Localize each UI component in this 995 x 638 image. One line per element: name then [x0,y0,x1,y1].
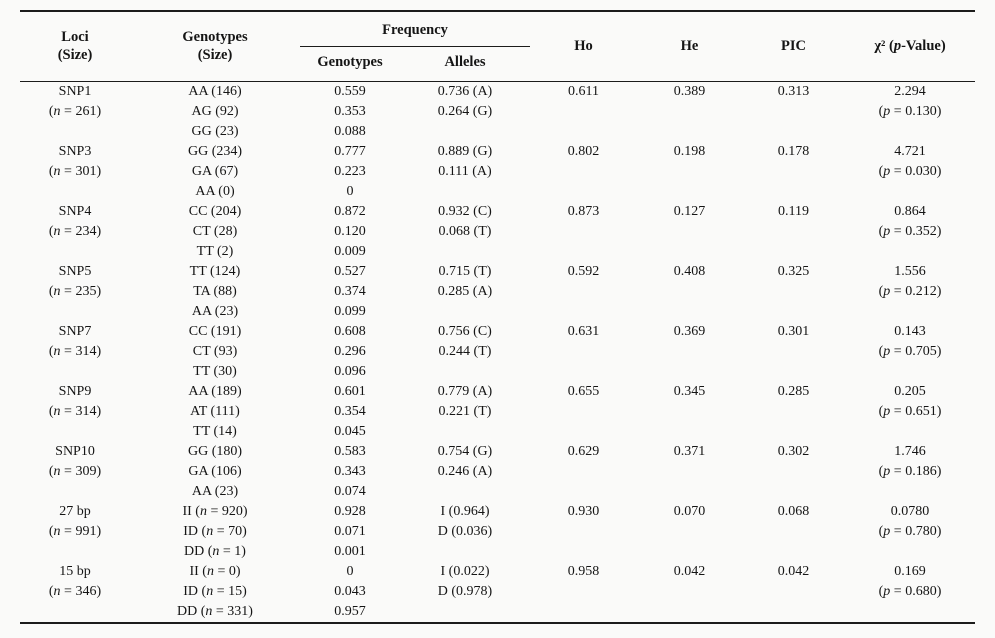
chi-square-cell [845,542,975,562]
ho-cell [530,402,637,422]
he-cell: 0.408 [673,264,706,279]
ho-cell [530,242,637,262]
header-pic: PIC [781,37,806,54]
genotype-frequency-cell: 0.353 [334,104,366,119]
genotype-frequency-cell: 0.527 [334,264,366,279]
pic-cell [742,182,845,202]
ho-cell: 0.655 [567,384,600,399]
table-row [20,342,975,362]
table-row [20,602,975,623]
genotype-frequency-cell: 0.009 [334,244,366,259]
table-row [20,402,975,422]
ho-cell [530,222,637,242]
genotype-cell: CC (204) [188,204,242,219]
header-frequency-group: Frequency [300,11,530,47]
genotype-frequency-cell: 0 [346,184,354,199]
genotype-frequency-cell: 0.296 [334,344,366,359]
pic-cell [742,602,845,623]
pic-cell [742,282,845,302]
locus-cell: (n = 309) [48,464,102,479]
genotype-frequency-cell: 0.583 [334,444,366,459]
header-frequency-genotypes: Genotypes [317,53,383,70]
he-cell [637,182,742,202]
genotype-cell: DD (n = 331) [177,604,253,619]
chi-square-cell [845,122,975,142]
locus-cell: SNP1 [58,84,92,99]
table-row [20,102,975,122]
ho-cell [530,302,637,322]
header-genotypes [130,11,300,82]
ho-cell [530,342,637,362]
chi-square-cell [845,182,975,202]
genotype-cell: GG (23) [191,124,239,139]
locus-cell: SNP5 [58,264,92,279]
locus-cell: (n = 991) [48,524,102,539]
chi-square-cell: 2.294 [894,84,926,99]
he-cell: 0.369 [673,324,706,339]
genotype-cell: CC (191) [188,324,242,339]
genotype-frequency-cell: 0 [346,564,354,579]
he-cell [637,522,742,542]
genotype-frequency-cell: 0.354 [334,404,366,419]
header-loci [20,11,130,82]
genotype-cell: II (n = 0) [189,564,241,579]
he-cell [637,302,742,322]
locus-cell: (n = 261) [48,104,102,119]
table-row [20,442,975,462]
chi-square-cell: 0.169 [894,564,926,579]
locus-cell [20,482,130,502]
table-row [20,82,975,103]
locus-cell: SNP10 [55,444,95,459]
allele-frequency-cell: 0.889 (G) [437,144,493,159]
allele-frequency-cell: 0.285 (A) [437,284,493,299]
chi-square-cell: (p = 0.780) [878,524,942,539]
chi-square-cell: 1.556 [894,264,926,279]
table-row [20,262,975,282]
pic-cell [742,162,845,182]
table-row [20,222,975,242]
allele-frequency-cell [400,602,530,623]
genotype-frequency-cell: 0.045 [334,424,366,439]
genotype-cell: GG (180) [187,444,243,459]
pic-cell [742,222,845,242]
locus-cell: (n = 314) [48,404,102,419]
table-row [20,122,975,142]
genotype-frequency-cell: 0.608 [334,324,366,339]
he-cell [637,602,742,623]
header-genotypes-line1: Genotypes [182,29,248,46]
chi-square-cell: (p = 0.680) [878,584,942,599]
chi-square-cell [845,242,975,262]
table-row [20,142,975,162]
genotype-frequency-cell: 0.223 [334,164,366,179]
allele-frequency-cell: 0.246 (A) [437,464,493,479]
locus-cell [20,122,130,142]
genotype-frequency-cell: 0.559 [334,84,366,99]
genotype-cell: TT (14) [193,424,237,439]
he-cell [637,342,742,362]
ho-cell [530,122,637,142]
allele-frequency-cell [400,542,530,562]
locus-cell: 15 bp [59,564,91,579]
allele-frequency-cell [400,302,530,322]
he-cell [637,462,742,482]
header-he: He [680,37,699,54]
chi-square-cell: 0.864 [894,204,926,219]
he-cell: 0.127 [673,204,706,219]
he-cell [637,482,742,502]
table-row [20,482,975,502]
he-cell [637,402,742,422]
table-row [20,302,975,322]
chi-square-cell: (p = 0.130) [878,104,942,119]
pic-cell [742,582,845,602]
ho-cell [530,182,637,202]
genotype-cell: ID (n = 70) [183,524,247,539]
chi-square-cell [845,362,975,382]
allele-frequency-cell: 0.264 (G) [437,104,493,119]
locus-cell: (n = 346) [48,584,102,599]
table-row [20,182,975,202]
genotype-cell: ID (n = 15) [183,584,247,599]
pic-cell: 0.119 [778,204,809,219]
chi-square-cell: (p = 0.212) [878,284,942,299]
locus-cell: SNP9 [58,384,92,399]
genotype-frequency-cell: 0.096 [334,364,366,379]
pic-cell: 0.285 [777,384,810,399]
chi-square-cell: (p = 0.705) [878,344,942,359]
ho-cell [530,542,637,562]
genotype-cell: TT (124) [189,264,241,279]
header-loci-line1: Loci [61,29,89,46]
genotype-cell: GG (234) [187,144,243,159]
allele-frequency-cell [400,122,530,142]
he-cell [637,122,742,142]
allele-frequency-cell: 0.221 (T) [438,404,492,419]
ho-cell: 0.592 [567,264,600,279]
ho-cell [530,482,637,502]
ho-cell: 0.802 [567,144,600,159]
allele-frequency-cell: 0.111 (A) [438,164,492,179]
genotype-frequency-cell: 0.120 [334,224,366,239]
pic-cell [742,122,845,142]
genotype-cell: AA (146) [188,84,242,99]
table-row [20,522,975,542]
table-row [20,562,975,582]
pic-cell [742,422,845,442]
genotype-cell: GA (67) [191,164,239,179]
allele-frequency-cell [400,242,530,262]
chi-square-cell: 0.0780 [890,504,930,519]
pic-cell: 0.301 [777,324,810,339]
table-row [20,382,975,402]
ho-cell: 0.958 [567,564,600,579]
genotype-frequency-cell: 0.088 [334,124,366,139]
chi-square-cell [845,422,975,442]
he-cell [637,282,742,302]
pic-cell [742,102,845,122]
pic-cell: 0.302 [777,444,810,459]
genotype-frequency-cell: 0.957 [334,604,366,619]
he-cell [637,542,742,562]
ho-cell [530,422,637,442]
ho-cell [530,282,637,302]
he-cell [637,582,742,602]
pic-cell [742,342,845,362]
chi-square-cell: (p = 0.651) [878,404,942,419]
genotype-frequency-cell: 0.374 [334,284,366,299]
header-frequency-alleles: Alleles [444,53,486,70]
locus-cell: 27 bp [59,504,91,519]
he-cell: 0.389 [673,84,706,99]
genotype-frequency-cell: 0.343 [334,464,366,479]
table-body [20,82,975,624]
he-cell [637,422,742,442]
genotype-cell: AG (92) [191,104,239,119]
allele-frequency-cell: 0.244 (T) [438,344,492,359]
table-row [20,422,975,442]
locus-cell: (n = 234) [48,224,102,239]
chi-square-cell: 4.721 [894,144,926,159]
chi-square-cell: 0.205 [894,384,926,399]
allele-frequency-cell: 0.779 (A) [437,384,493,399]
ho-cell [530,462,637,482]
pic-cell [742,522,845,542]
allele-frequency-cell [400,362,530,382]
pic-cell: 0.313 [777,84,810,99]
table-row [20,462,975,482]
header-genotypes-line2: (Size) [197,46,233,63]
ho-cell: 0.873 [567,204,600,219]
locus-cell: SNP3 [58,144,92,159]
genotype-frequency-cell: 0.074 [334,484,366,499]
ho-cell: 0.611 [568,84,599,99]
header-loci-line2: (Size) [57,46,93,63]
he-cell [637,362,742,382]
genotype-frequency-cell: 0.099 [334,304,366,319]
genotype-cell: CT (28) [192,224,238,239]
chi-square-cell: (p = 0.186) [878,464,942,479]
he-cell [637,102,742,122]
pic-cell: 0.325 [777,264,810,279]
genotype-frequency-cell: 0.777 [334,144,366,159]
genotype-frequency-cell: 0.043 [334,584,366,599]
locus-cell: (n = 314) [48,344,102,359]
genotype-cell: AA (0) [195,184,235,199]
allele-frequency-cell: 0.932 (C) [438,204,492,219]
chi-square-cell [845,602,975,623]
table-row [20,162,975,182]
locus-cell [20,602,130,623]
allele-frequency-cell: 0.715 (T) [438,264,492,279]
he-cell: 0.371 [673,444,706,459]
chi-square-cell [845,302,975,322]
allele-frequency-cell [400,182,530,202]
ho-cell: 0.631 [567,324,600,339]
locus-cell [20,302,130,322]
chi-square-cell: (p = 0.352) [878,224,942,239]
ho-cell [530,162,637,182]
ho-cell [530,102,637,122]
he-cell [637,242,742,262]
allele-frequency-cell: 0.736 (A) [437,84,493,99]
pic-cell [742,542,845,562]
allele-frequency-cell: D (0.978) [437,584,493,599]
header-chi-square: χ² (p-Value) [874,37,946,54]
he-cell [637,222,742,242]
allele-frequency-cell: I (0.964) [440,504,490,519]
locus-cell [20,422,130,442]
genotype-frequency-cell: 0.001 [334,544,366,559]
genotype-cell: AT (111) [190,404,240,419]
allele-frequency-cell: D (0.036) [437,524,493,539]
genotype-frequency-cell: 0.872 [334,204,366,219]
allele-frequency-cell: I (0.022) [440,564,490,579]
pic-cell [742,302,845,322]
table-row [20,582,975,602]
chi-square-cell: 1.746 [894,444,926,459]
pic-cell: 0.178 [777,144,810,159]
genotype-cell: GA (106) [188,464,242,479]
genotype-frequency-cell: 0.601 [334,384,366,399]
table-row [20,202,975,222]
ho-cell [530,602,637,623]
pic-cell [742,402,845,422]
pic-cell [742,362,845,382]
pic-cell [742,242,845,262]
genotype-frequency-cell: 0.928 [334,504,366,519]
table-row [20,242,975,262]
allele-frequency-cell [400,482,530,502]
locus-cell: SNP4 [58,204,92,219]
ho-cell [530,522,637,542]
chi-square-cell [845,482,975,502]
ho-cell: 0.930 [567,504,600,519]
he-cell [637,162,742,182]
table-header [20,11,975,82]
genotype-cell: TA (88) [193,284,237,299]
pic-cell [742,462,845,482]
genotype-cell: TT (2) [196,244,234,259]
he-cell: 0.345 [673,384,706,399]
genetic-diversity-table [20,10,975,624]
chi-square-cell: 0.143 [894,324,926,339]
header-row-main [20,11,975,47]
ho-cell: 0.629 [567,444,600,459]
table-row [20,542,975,562]
he-cell: 0.198 [673,144,706,159]
header-ho: Ho [574,37,593,54]
he-cell: 0.042 [673,564,706,579]
ho-cell [530,582,637,602]
locus-cell: SNP7 [58,324,92,339]
he-cell: 0.070 [673,504,706,519]
allele-frequency-cell: 0.756 (C) [438,324,492,339]
genotype-cell: AA (23) [191,484,239,499]
genotype-frequency-cell: 0.071 [334,524,366,539]
locus-cell: (n = 301) [48,164,102,179]
genotype-cell: DD (n = 1) [184,544,246,559]
table-row [20,362,975,382]
genotype-cell: AA (189) [188,384,242,399]
genotype-cell: II (n = 920) [182,504,248,519]
table-row [20,502,975,522]
ho-cell [530,362,637,382]
pic-cell: 0.068 [777,504,810,519]
locus-cell: (n = 235) [48,284,102,299]
locus-cell [20,182,130,202]
pic-cell: 0.042 [777,564,810,579]
genotype-cell: AA (23) [191,304,239,319]
locus-cell [20,362,130,382]
allele-frequency-cell: 0.068 (T) [438,224,492,239]
genotype-cell: TT (30) [193,364,237,379]
table-row [20,322,975,342]
allele-frequency-cell [400,422,530,442]
genotype-cell: CT (93) [192,344,238,359]
locus-cell [20,542,130,562]
pic-cell [742,482,845,502]
locus-cell [20,242,130,262]
allele-frequency-cell: 0.754 (G) [437,444,493,459]
chi-square-cell: (p = 0.030) [878,164,942,179]
table-row [20,282,975,302]
